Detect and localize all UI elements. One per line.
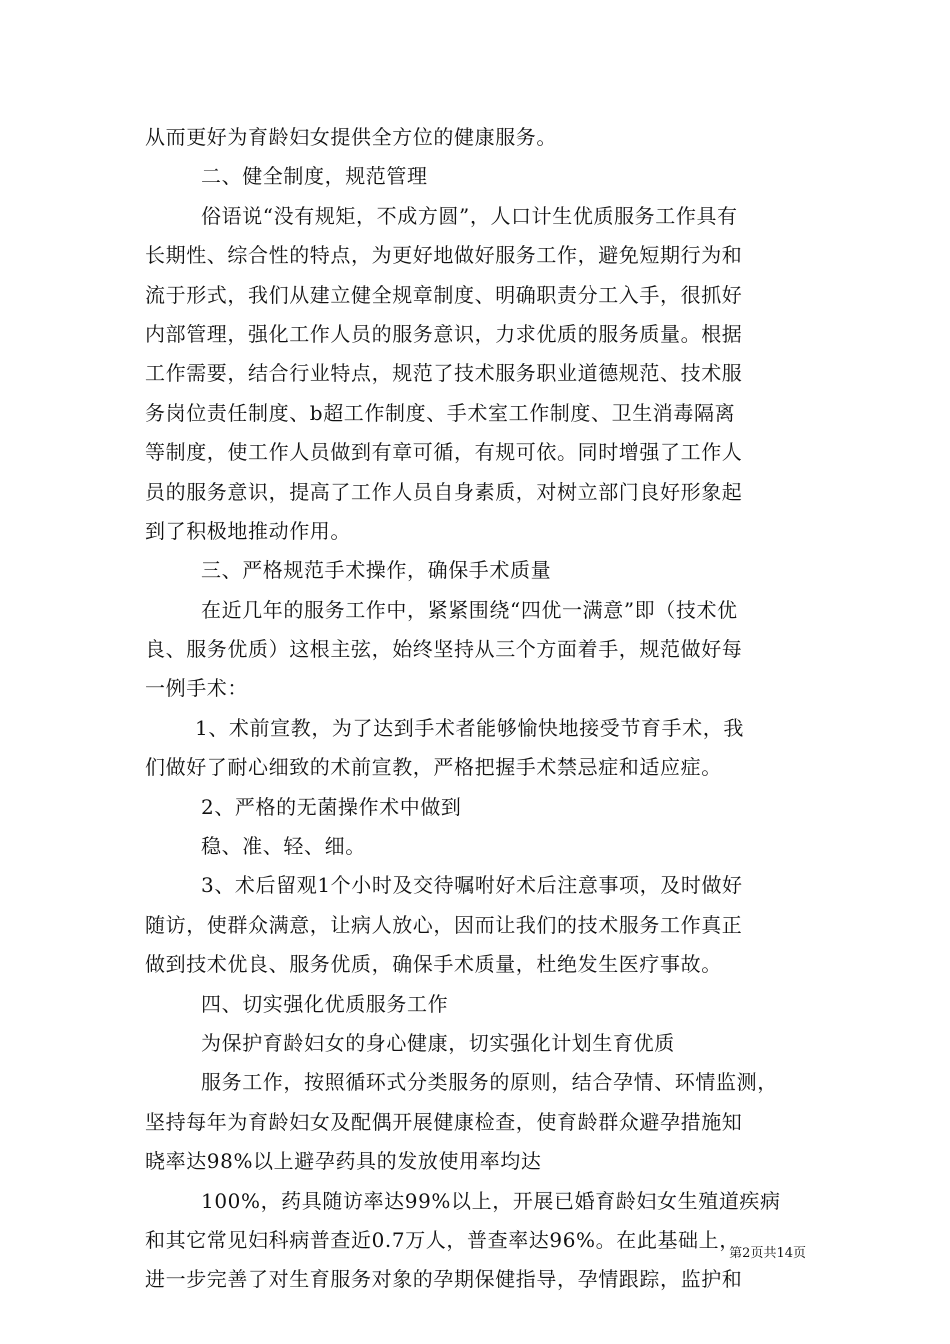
text-line: 做到技术优良、服务优质，确保手术质量，杜绝发生医疗事故。 (145, 952, 722, 977)
section-heading: 四、切实强化优质服务工作 (201, 991, 449, 1016)
text-line: 随访，使群众满意，让病人放心，因而让我们的技术服务工作真正 (145, 912, 743, 937)
text-line: 长期性、综合性的特点，为更好地做好服务工作，避免短期行为和 (145, 243, 743, 268)
text-line: 员的服务意识，提高了工作人员自身素质，对树立部门良好形象起 (145, 479, 743, 504)
text-line: 良、服务优质）这根主弦，始终坚持从三个方面着手，规范做好每 (145, 637, 743, 662)
text-line: 从而更好为育龄妇女提供全方位的健康服务。 (145, 125, 557, 149)
text-line: 稳、准、轻、细。 (201, 834, 366, 859)
list-item: 3、术后留观1个小时及交待嘱咐好术后注意事项，及时做好 (201, 873, 743, 898)
text-line: 流于形式，我们从建立健全规章制度、明确职责分工入手，很抓好 (145, 282, 743, 307)
list-item: 2、严格的无菌操作术中做到 (201, 794, 462, 819)
text-line: 服务工作，按照循环式分类服务的原则，结合孕情、环情监测， (201, 1070, 778, 1095)
text-line: 晓率达98%以上避孕药具的发放使用率均达 (145, 1149, 542, 1174)
text-line: 务岗位责任制度、b超工作制度、手术室工作制度、卫生消毒隔离 (145, 400, 736, 425)
text-line: 为保护育龄妇女的身心健康，切实强化计划生育优质 (201, 1030, 675, 1055)
section-heading: 二、健全制度，规范管理 (201, 164, 428, 189)
text-line: 一例手术： (145, 676, 248, 701)
text-line: 内部管理，强化工作人员的服务意识，力求优质的服务质量。根据 (145, 321, 743, 346)
text-line: 到了积极地推动作用。 (145, 518, 351, 543)
text-line: 等制度，使工作人员做到有章可循，有规可依。同时增强了工作人 (145, 440, 743, 465)
text-line: 工作需要，结合行业特点，规范了技术服务职业道德规范、技术服 (145, 361, 743, 386)
document-body (145, 118, 825, 1300)
text-line: 和其它常见妇科病普查近0.7万人，普查率达96%。在此基础上， (145, 1227, 740, 1252)
text-line: 进一步完善了对生育服务对象的孕期保健指导，孕情跟踪，监护和 (145, 1267, 743, 1292)
section-heading: 三、严格规范手术操作，确保手术质量 (201, 558, 552, 583)
text-line: 们做好了耐心细致的术前宣教，严格把握手术禁忌症和适应症。 (145, 755, 722, 780)
text-line: 坚持每年为育龄妇女及配偶开展健康检查，使育龄群众避孕措施知 (145, 1109, 743, 1134)
text-line: 俗语说“没有规矩，不成方圆”，人口计生优质服务工作具有 (201, 203, 738, 228)
list-item: 1、术前宣教，为了达到手术者能够愉快地接受节育手术，我 (195, 715, 744, 740)
text-line: 100%，药具随访率达99%以上，开展已婚育龄妇女生殖道疾病 (201, 1188, 781, 1213)
page-number: 第2页共14页 (729, 1246, 806, 1261)
text-line: 在近几年的服务工作中，紧紧围绕“四优一满意”即（技术优 (201, 597, 738, 622)
